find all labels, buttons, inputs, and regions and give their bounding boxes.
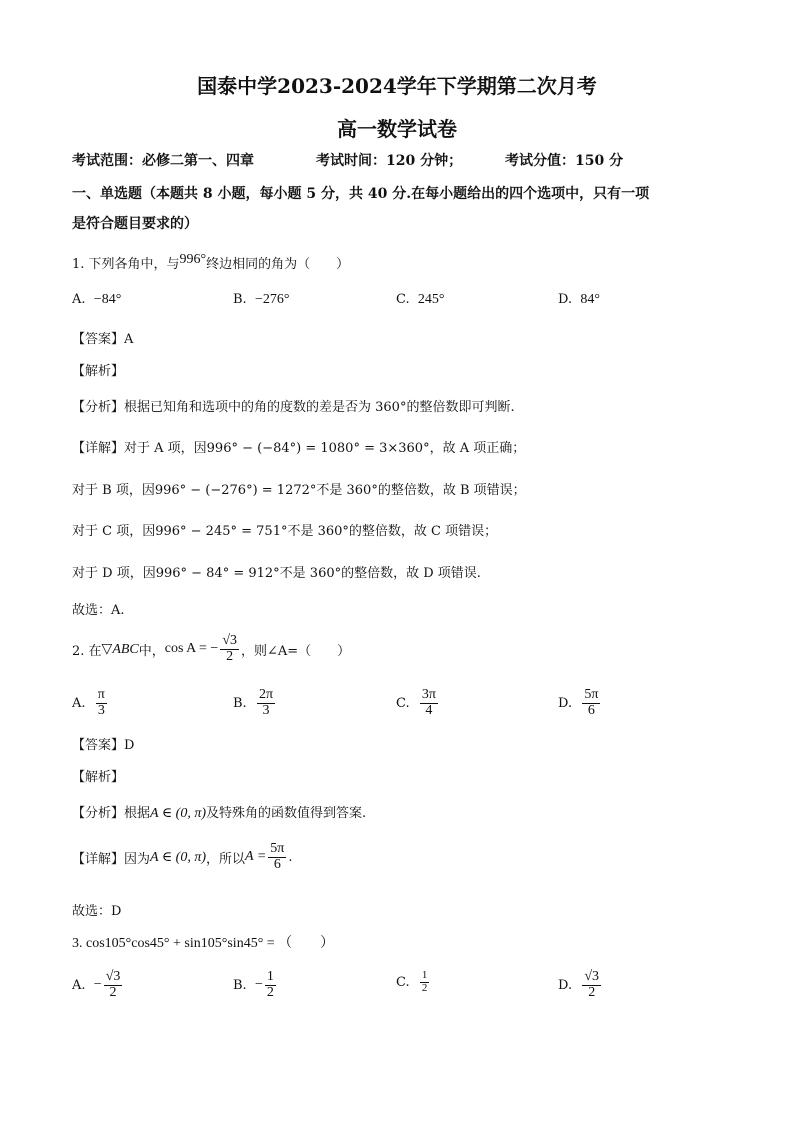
question-2-stem-post: ，则∠A=（ ） <box>241 643 351 659</box>
q1-option-c: C. 245° <box>396 292 445 307</box>
q2-option-a: A. $\frac{\pi}{3}$ <box>72 687 105 718</box>
q3-option-d: D. $\frac{√3}{2}$ <box>558 969 600 1000</box>
question-2-stem-pre: 2. 在 <box>72 643 102 659</box>
question-1-angle: 996° <box>179 252 207 267</box>
q1-detail-c: 对于 C 项，因996° − 245° = 751°不是 360°的整倍数，故 C 项错误； <box>72 524 498 539</box>
exam-range: 考试范围：必修二第一、四章 <box>72 153 254 169</box>
question-1-stem <box>72 253 349 273</box>
q2-detail: 【详解】因为 A ∈ (0, π) ，所以 A = $\frac{5\pi}{6}$ . <box>72 841 293 872</box>
q1-detail-b: 对于 B 项，因996° − (−276°) = 1272°不是 360°的整倍数，故 B 项错误； <box>72 483 526 498</box>
question-2-stem <box>72 634 350 664</box>
q1-jiexi: 【解析】 <box>72 364 125 379</box>
q1-option-d: D. 84° <box>558 292 600 307</box>
question-1-stem-pre: 1. 下列各角中，与 <box>72 257 180 272</box>
question-2-triangle: ▽ABC <box>101 641 139 657</box>
q1-option-a: A. −84° <box>72 292 122 307</box>
question-2-cos-expr: cos A = − <box>164 641 219 657</box>
q2-option-b: B. $\frac{2\pi}{3}$ <box>233 687 274 718</box>
q2-option-d: D. $\frac{5\pi}{6}$ <box>558 687 599 718</box>
q3-option-c: C. $\frac{1}{2}$ <box>396 969 428 994</box>
exam-title: 国泰中学2023-2024学年下学期第二次月考 <box>197 74 597 98</box>
q3-option-b: B. − $\frac{1}{2}$ <box>233 969 274 1000</box>
question-3-stem: 3. cos105°cos45° + sin105°sin45° = （ ） <box>72 936 335 951</box>
q1-detail-a: 【详解】对于 A 项，因996° − (−84°) = 1080° = 3×360°，故 A 项正确； <box>72 441 526 456</box>
q1-detail-d: 对于 D 项，因996° − 84° = 912°不是 360°的整倍数，故 D 项错误. <box>72 566 481 581</box>
q2-fenxi: 【分析】根据A ∈ (0, π)及特殊角的函数值得到答案. <box>72 806 367 821</box>
q3-option-a: A. − $\frac{√3}{2}$ <box>72 969 121 1000</box>
q2-jiexi: 【解析】 <box>72 770 125 785</box>
exam-score: 考试分值：150 分 <box>505 153 624 169</box>
question-1-stem-post: 终边相同的角为（ ） <box>206 257 350 272</box>
exam-subtitle: 高一数学试卷 <box>337 117 457 141</box>
q1-option-b: B. −276° <box>233 292 290 307</box>
section-heading-line1: 一、单选题（本题共 8 小题，每小题 5 分，共 40 分.在每小题给出的四个选项中，只有一项 <box>72 186 650 202</box>
q2-answer: 【答案】D <box>72 738 135 753</box>
q1-fenxi: 【分析】根据已知角和选项中的角的度数的差是否为 360°的整倍数即可判断. <box>72 400 515 415</box>
question-2-stem-mid: 中， <box>138 643 165 659</box>
exam-time: 考试时间：120 分钟； <box>316 153 463 169</box>
q1-answer: 【答案】A <box>72 332 134 347</box>
q2-option-c: C. $\frac{3\pi}{4}$ <box>396 687 436 718</box>
question-2-cos-fraction: $\frac{√3}{2}$ <box>222 633 237 664</box>
q1-conclusion: 故选：A. <box>72 603 125 618</box>
section-heading-line2: 是符合题目要求的） <box>72 216 198 232</box>
q2-conclusion: 故选：D <box>72 904 122 919</box>
